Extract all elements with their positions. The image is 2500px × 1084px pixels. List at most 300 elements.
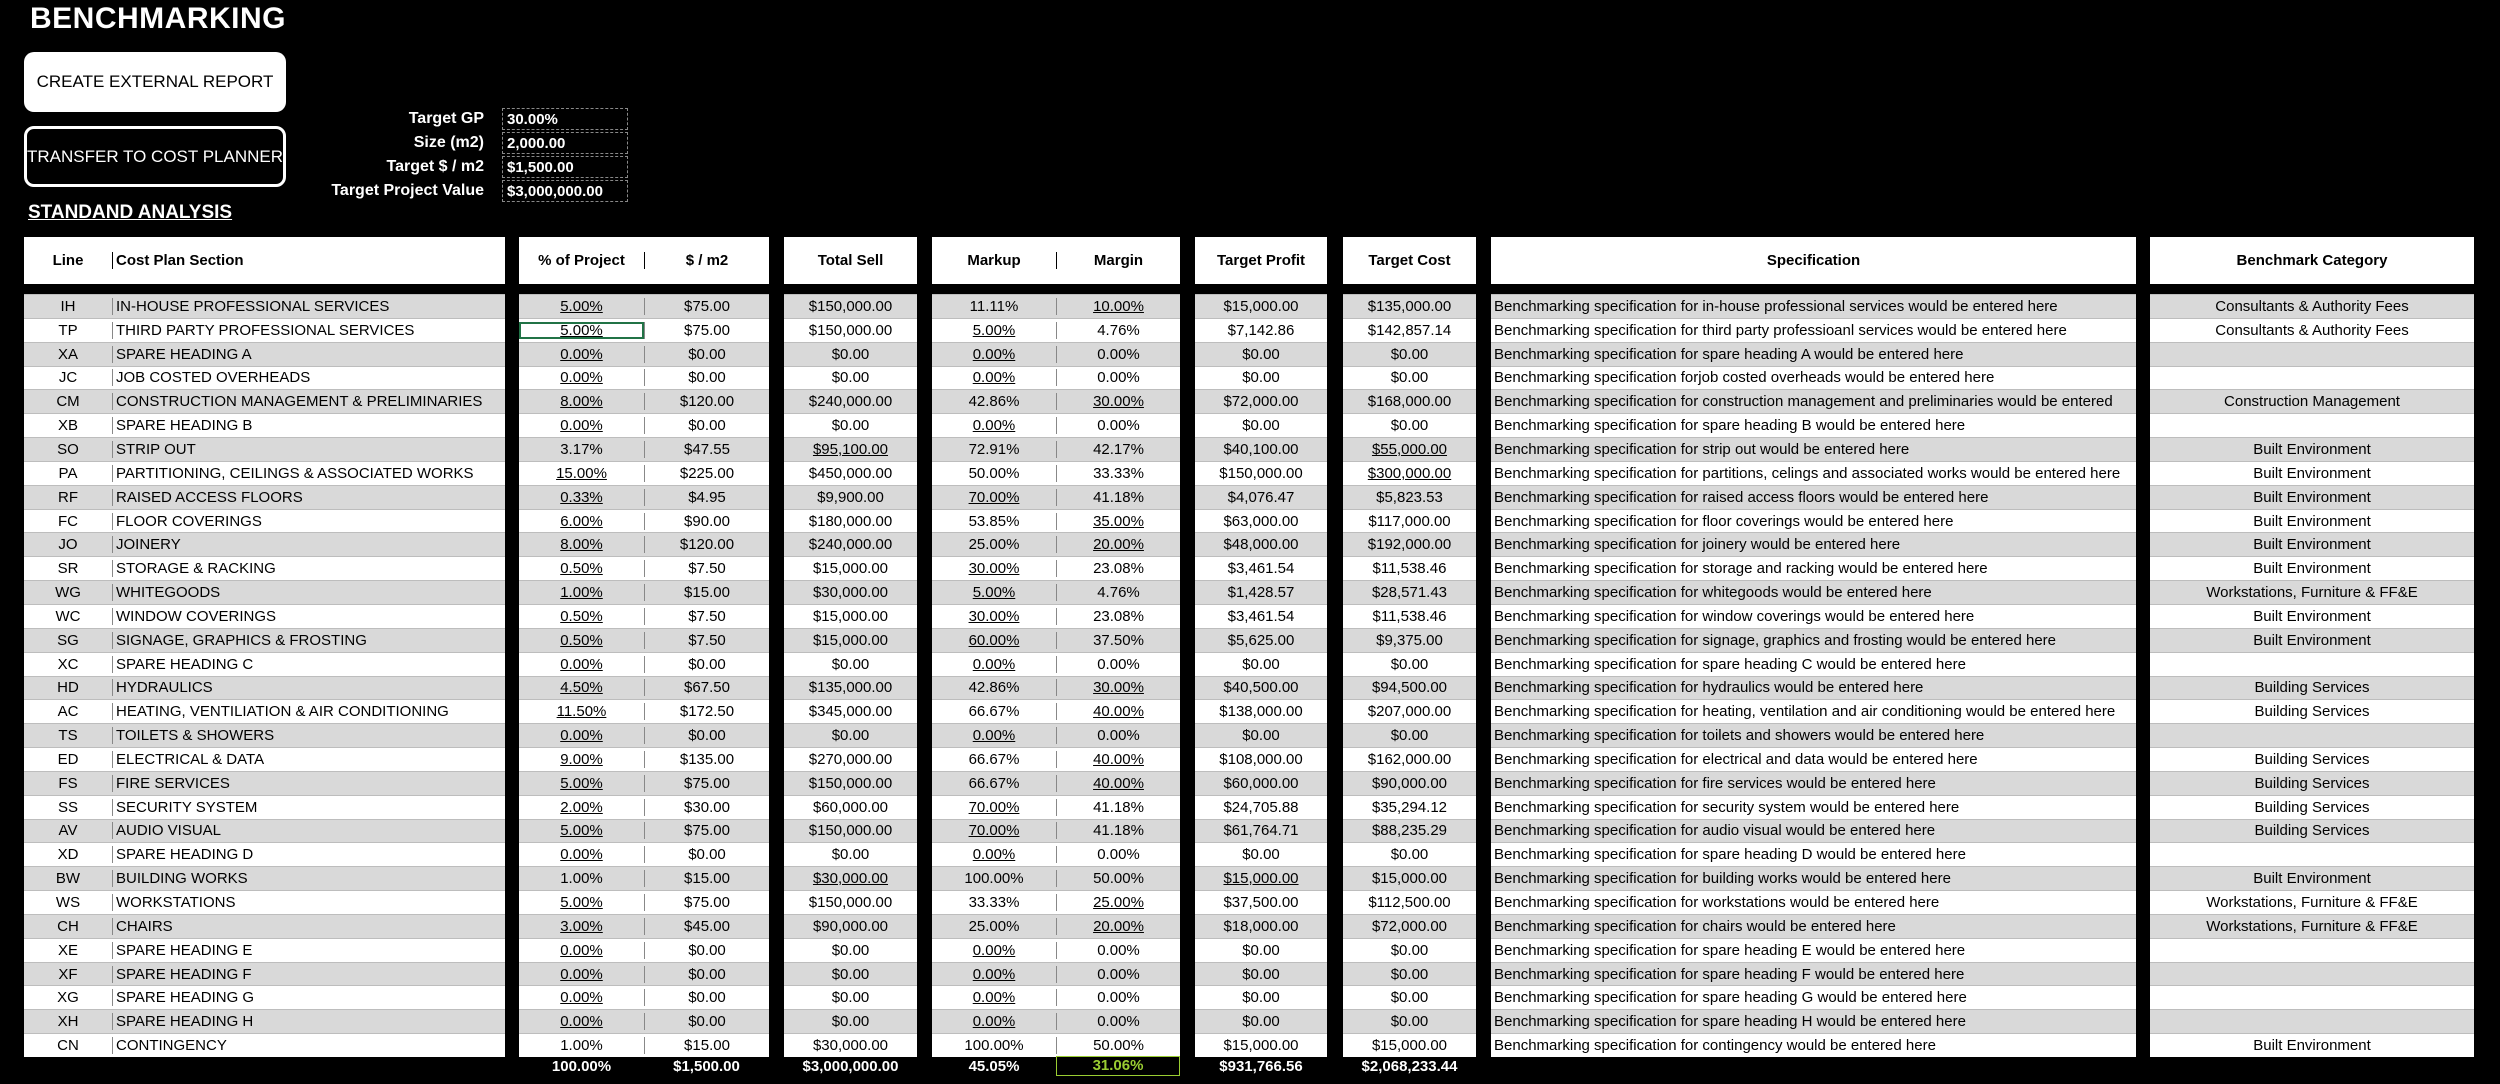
cell-markup[interactable]: 42.86% xyxy=(968,393,1020,411)
cell-pct[interactable]: 0.50% xyxy=(560,560,603,578)
cell-total-sell[interactable]: $0.00 xyxy=(831,1013,870,1031)
cell-benchmark-category[interactable]: Building Services xyxy=(2254,774,2370,792)
cell-margin[interactable]: 0.00% xyxy=(1056,989,1180,1006)
cell-target-cost[interactable]: $0.00 xyxy=(1390,655,1429,673)
cell-pct[interactable]: 5.00% xyxy=(560,297,603,315)
cell-benchmark-category[interactable]: Built Environment xyxy=(2253,607,2371,625)
cell-line[interactable]: XD xyxy=(57,846,79,864)
cell-section[interactable]: SPARE HEADING G xyxy=(112,989,505,1006)
cell-margin[interactable]: 0.00% xyxy=(1056,966,1180,983)
cell-per-m2[interactable]: $67.50 xyxy=(644,679,769,696)
cell-markup[interactable]: 30.00% xyxy=(968,607,1020,625)
cell-pct[interactable]: 8.00% xyxy=(560,536,603,554)
cell-target-cost[interactable]: $15,000.00 xyxy=(1371,870,1448,888)
create-external-report-button[interactable]: CREATE EXTERNAL REPORT xyxy=(24,52,286,112)
cell-pct[interactable]: 0.00% xyxy=(560,727,603,745)
cell-target-profit[interactable]: $5,625.00 xyxy=(1227,631,1295,649)
cell-specification[interactable]: Benchmarking specification for building works would be entered here xyxy=(1494,870,1951,888)
cell-target-cost[interactable]: $0.00 xyxy=(1390,846,1429,864)
cell-markup[interactable]: 0.00% xyxy=(972,369,1016,387)
cell-target-profit[interactable]: $61,764.71 xyxy=(1223,822,1299,840)
cell-target-cost[interactable]: $0.00 xyxy=(1390,941,1429,959)
cell-line[interactable]: AC xyxy=(57,703,79,721)
cell-line[interactable]: HD xyxy=(57,679,79,697)
cell-target-profit[interactable]: $0.00 xyxy=(1242,965,1280,983)
cell-markup[interactable]: 0.00% xyxy=(972,727,1016,745)
cell-margin[interactable]: 20.00% xyxy=(1056,536,1180,553)
cell-specification[interactable]: Benchmarking specification for floor coverings would be entered here xyxy=(1494,512,1954,530)
cell-per-m2[interactable]: $120.00 xyxy=(644,393,769,410)
cell-margin[interactable]: 0.00% xyxy=(1056,846,1180,863)
param-value-target-project-value[interactable]: $3,000,000.00 xyxy=(502,180,628,202)
cell-per-m2[interactable]: $15.00 xyxy=(644,584,769,601)
cell-pct[interactable]: 0.00% xyxy=(560,417,603,435)
cell-margin[interactable]: 0.00% xyxy=(1056,1013,1180,1030)
cell-markup[interactable]: 42.86% xyxy=(968,679,1020,697)
cell-per-m2[interactable]: $0.00 xyxy=(644,942,769,959)
cell-specification[interactable]: Benchmarking specification for electrical and data would be entered here xyxy=(1494,750,1978,768)
cell-line[interactable]: BW xyxy=(55,870,81,888)
cell-pct[interactable]: 5.00% xyxy=(560,774,603,792)
cell-specification[interactable]: Benchmarking specification for spare heading D would be entered here xyxy=(1494,846,1966,864)
cell-target-profit[interactable]: $48,000.00 xyxy=(1223,536,1299,554)
cell-section[interactable]: BUILDING WORKS xyxy=(112,870,505,887)
cell-per-m2[interactable]: $0.00 xyxy=(644,369,769,386)
cell-section[interactable]: FIRE SERVICES xyxy=(112,775,505,792)
cell-section[interactable]: ELECTRICAL & DATA xyxy=(112,751,505,768)
cell-target-cost[interactable]: $117,000.00 xyxy=(1368,512,1451,530)
cell-per-m2[interactable]: $120.00 xyxy=(644,536,769,553)
cell-margin[interactable]: 0.00% xyxy=(1056,656,1180,673)
cell-margin[interactable]: 42.17% xyxy=(1056,441,1180,458)
cell-benchmark-category[interactable]: Built Environment xyxy=(2253,631,2371,649)
cell-markup[interactable]: 33.33% xyxy=(968,894,1020,912)
cell-margin[interactable]: 41.18% xyxy=(1056,489,1180,506)
cell-pct[interactable]: 0.00% xyxy=(560,345,603,363)
cell-target-profit[interactable]: $24,705.88 xyxy=(1223,798,1299,816)
cell-pct[interactable]: 4.50% xyxy=(560,679,603,697)
cell-markup[interactable]: 100.00% xyxy=(964,870,1024,888)
cell-benchmark-category[interactable]: Built Environment xyxy=(2253,440,2371,458)
cell-specification[interactable]: Benchmarking specification for fire services would be entered here xyxy=(1494,774,1936,792)
cell-total-sell[interactable]: $15,000.00 xyxy=(812,560,889,578)
cell-section[interactable]: PARTITIONING, CEILINGS & ASSOCIATED WORKS xyxy=(112,465,505,482)
cell-target-cost[interactable]: $300,000.00 xyxy=(1367,464,1452,482)
cell-target-profit[interactable]: $0.00 xyxy=(1242,727,1280,745)
cell-section[interactable]: JOINERY xyxy=(112,536,505,553)
cell-target-cost[interactable]: $168,000.00 xyxy=(1367,393,1452,411)
cell-total-sell[interactable]: $450,000.00 xyxy=(808,464,893,482)
cell-markup[interactable]: 100.00% xyxy=(964,1037,1024,1055)
cell-target-cost[interactable]: $0.00 xyxy=(1390,989,1429,1007)
cell-line[interactable]: XB xyxy=(57,417,78,435)
cell-benchmark-category[interactable]: Construction Management xyxy=(2224,393,2400,411)
cell-total-sell[interactable]: $345,000.00 xyxy=(808,703,893,721)
cell-margin[interactable]: 50.00% xyxy=(1056,870,1180,887)
cell-margin[interactable]: 50.00% xyxy=(1056,1037,1180,1054)
cell-per-m2[interactable]: $30.00 xyxy=(644,799,769,816)
cell-target-profit[interactable]: $37,500.00 xyxy=(1223,894,1299,912)
cell-line[interactable]: XG xyxy=(57,989,79,1007)
cell-line[interactable]: SG xyxy=(57,631,79,649)
cell-pct[interactable]: 0.00% xyxy=(560,989,603,1007)
cell-target-cost[interactable]: $94,500.00 xyxy=(1371,679,1448,697)
cell-total-sell[interactable]: $150,000.00 xyxy=(808,894,893,912)
cell-line[interactable]: SO xyxy=(57,440,79,458)
cell-line[interactable]: FS xyxy=(58,774,78,792)
cell-markup[interactable]: 50.00% xyxy=(968,464,1020,482)
cell-target-cost[interactable]: $90,000.00 xyxy=(1371,774,1448,792)
cell-line[interactable]: WG xyxy=(55,584,81,602)
cell-section[interactable]: WORKSTATIONS xyxy=(112,894,505,911)
cell-margin[interactable]: 25.00% xyxy=(1056,894,1180,911)
cell-margin[interactable]: 33.33% xyxy=(1056,465,1180,482)
cell-per-m2[interactable]: $0.00 xyxy=(644,966,769,983)
cell-per-m2[interactable]: $0.00 xyxy=(644,989,769,1006)
cell-line[interactable]: SR xyxy=(57,560,79,578)
cell-section[interactable]: CONTINGENCY xyxy=(112,1037,505,1054)
cell-specification[interactable]: Benchmarking specification for spare heading C would be entered here xyxy=(1494,655,1966,673)
cell-target-cost[interactable]: $0.00 xyxy=(1390,1013,1429,1031)
cell-target-cost[interactable]: $5,823.53 xyxy=(1376,488,1443,506)
cell-section[interactable]: SPARE HEADING D xyxy=(112,846,505,863)
cell-target-cost[interactable]: $55,000.00 xyxy=(1371,440,1448,458)
cell-total-sell[interactable]: $240,000.00 xyxy=(808,393,893,411)
cell-margin[interactable]: 10.00% xyxy=(1056,298,1180,315)
cell-specification[interactable]: Benchmarking specification for spare heading G would be entered here xyxy=(1494,989,1967,1007)
cell-specification[interactable]: Benchmarking specification for whitegoods would be entered here xyxy=(1494,584,1932,602)
cell-specification[interactable]: Benchmarking specification for spare heading H would be entered here xyxy=(1494,1013,1966,1031)
cell-benchmark-category[interactable]: Consultants & Authority Fees xyxy=(2215,297,2409,315)
cell-benchmark-category[interactable]: Building Services xyxy=(2254,822,2370,840)
cell-total-sell[interactable]: $15,000.00 xyxy=(812,631,889,649)
cell-pct[interactable]: 5.00% xyxy=(560,894,603,912)
cell-per-m2[interactable]: $75.00 xyxy=(644,822,769,839)
cell-pct[interactable]: 0.00% xyxy=(560,965,603,983)
cell-markup[interactable]: 0.00% xyxy=(972,989,1016,1007)
cell-section[interactable]: HEATING, VENTILIATION & AIR CONDITIONING xyxy=(112,703,505,720)
cell-total-sell[interactable]: $150,000.00 xyxy=(808,774,893,792)
cell-pct[interactable]: 2.00% xyxy=(560,798,603,816)
cell-target-cost[interactable]: $0.00 xyxy=(1390,369,1429,387)
cell-benchmark-category[interactable]: Building Services xyxy=(2254,703,2370,721)
cell-per-m2[interactable]: $0.00 xyxy=(644,656,769,673)
cell-markup[interactable]: 25.00% xyxy=(968,536,1020,554)
cell-margin[interactable]: 40.00% xyxy=(1056,775,1180,792)
cell-section[interactable]: SPARE HEADING C xyxy=(112,656,505,673)
cell-line[interactable]: TS xyxy=(58,727,78,745)
cell-total-sell[interactable]: $150,000.00 xyxy=(808,321,893,339)
cell-margin[interactable]: 0.00% xyxy=(1056,346,1180,363)
cell-markup[interactable]: 70.00% xyxy=(968,822,1020,840)
cell-section[interactable]: THIRD PARTY PROFESSIONAL SERVICES xyxy=(112,322,505,339)
cell-specification[interactable]: Benchmarking specification for spare heading A would be entered here xyxy=(1494,345,1964,363)
cell-target-profit[interactable]: $0.00 xyxy=(1242,941,1280,959)
cell-pct[interactable]: 1.00% xyxy=(560,1037,603,1055)
cell-specification[interactable]: Benchmarking specification for signage, graphics and frosting would be entered here xyxy=(1494,631,2057,649)
cell-total-sell[interactable]: $0.00 xyxy=(831,417,870,435)
cell-per-m2[interactable]: $75.00 xyxy=(644,894,769,911)
cell-target-cost[interactable]: $9,375.00 xyxy=(1376,631,1443,649)
cell-benchmark-category[interactable]: Built Environment xyxy=(2253,870,2371,888)
cell-total-sell[interactable]: $0.00 xyxy=(831,345,870,363)
cell-margin[interactable]: 40.00% xyxy=(1056,751,1180,768)
cell-section[interactable]: WHITEGOODS xyxy=(112,584,505,601)
cell-per-m2[interactable]: $0.00 xyxy=(644,846,769,863)
cell-benchmark-category[interactable]: Workstations, Furniture & FF&E xyxy=(2206,894,2418,912)
cell-margin[interactable]: 35.00% xyxy=(1056,513,1180,530)
cell-target-cost[interactable]: $192,000.00 xyxy=(1367,536,1452,554)
cell-section[interactable]: SPARE HEADING A xyxy=(112,346,505,363)
cell-section[interactable]: SPARE HEADING F xyxy=(112,966,505,983)
cell-section[interactable]: JOB COSTED OVERHEADS xyxy=(112,369,505,386)
cell-target-cost[interactable]: $162,000.00 xyxy=(1367,750,1452,768)
cell-markup[interactable]: 66.67% xyxy=(968,750,1020,768)
cell-total-sell[interactable]: $135,000.00 xyxy=(808,679,893,697)
cell-total-sell[interactable]: $30,000.00 xyxy=(812,584,889,602)
cell-margin[interactable]: 4.76% xyxy=(1056,322,1180,339)
cell-pct[interactable]: 3.17% xyxy=(560,440,603,458)
cell-benchmark-category[interactable]: Built Environment xyxy=(2253,536,2371,554)
cell-target-cost[interactable]: $35,294.12 xyxy=(1371,798,1448,816)
cell-section[interactable]: RAISED ACCESS FLOORS xyxy=(112,489,505,506)
cell-markup[interactable]: 0.00% xyxy=(972,1013,1016,1031)
cell-pct[interactable]: 6.00% xyxy=(560,512,603,530)
cell-margin[interactable]: 23.08% xyxy=(1056,560,1180,577)
cell-per-m2[interactable]: $75.00 xyxy=(644,775,769,792)
cell-total-sell[interactable]: $0.00 xyxy=(831,846,870,864)
cell-target-profit[interactable]: $4,076.47 xyxy=(1227,488,1295,506)
cell-target-cost[interactable]: $11,538.46 xyxy=(1372,560,1447,578)
cell-total-sell[interactable]: $30,000.00 xyxy=(812,1037,889,1055)
cell-total-sell[interactable]: $0.00 xyxy=(831,989,870,1007)
cell-benchmark-category[interactable]: Building Services xyxy=(2254,750,2370,768)
cell-target-profit[interactable]: $15,000.00 xyxy=(1223,870,1299,888)
cell-section[interactable]: SPARE HEADING H xyxy=(112,1013,505,1030)
cell-target-profit[interactable]: $40,500.00 xyxy=(1223,679,1299,697)
cell-total-sell[interactable]: $90,000.00 xyxy=(812,917,889,935)
cell-target-profit[interactable]: $0.00 xyxy=(1242,345,1280,363)
cell-benchmark-category[interactable]: Built Environment xyxy=(2253,1037,2371,1055)
param-value-target-gp[interactable]: 30.00% xyxy=(502,108,628,130)
cell-per-m2[interactable]: $90.00 xyxy=(644,513,769,530)
cell-total-sell[interactable]: $0.00 xyxy=(831,965,870,983)
cell-specification[interactable]: Benchmarking specification for strip out would be entered here xyxy=(1494,440,1910,458)
cell-markup[interactable]: 66.67% xyxy=(968,703,1020,721)
cell-margin[interactable]: 0.00% xyxy=(1056,942,1180,959)
cell-pct[interactable]: 3.00% xyxy=(560,917,603,935)
cell-benchmark-category[interactable]: Building Services xyxy=(2254,798,2370,816)
cell-benchmark-category[interactable]: Built Environment xyxy=(2253,512,2371,530)
cell-pct[interactable]: 0.00% xyxy=(560,369,603,387)
cell-per-m2[interactable]: $172.50 xyxy=(644,703,769,720)
cell-specification[interactable]: Benchmarking specification for in-house professional services would be entered here xyxy=(1494,297,2058,315)
cell-pct[interactable]: 11.50% xyxy=(556,703,607,721)
cell-margin[interactable]: 0.00% xyxy=(1056,727,1180,744)
cell-markup[interactable]: 25.00% xyxy=(968,917,1020,935)
cell-target-cost[interactable]: $0.00 xyxy=(1390,417,1429,435)
cell-specification[interactable]: Benchmarking specification for joinery would be entered here xyxy=(1494,536,1901,554)
cell-line[interactable]: XF xyxy=(58,965,78,983)
cell-section[interactable]: SECURITY SYSTEM xyxy=(112,799,505,816)
cell-per-m2[interactable]: $7.50 xyxy=(644,632,769,649)
cell-markup[interactable]: 11.11% xyxy=(969,297,1019,315)
cell-line[interactable]: WS xyxy=(55,894,81,912)
cell-margin[interactable]: 20.00% xyxy=(1056,918,1180,935)
cell-per-m2[interactable]: $0.00 xyxy=(644,1013,769,1030)
cell-total-sell[interactable]: $9,900.00 xyxy=(817,488,884,506)
cell-target-profit[interactable]: $108,000.00 xyxy=(1219,750,1303,768)
cell-line[interactable]: ED xyxy=(57,750,79,768)
cell-per-m2[interactable]: $225.00 xyxy=(644,465,769,482)
cell-target-profit[interactable]: $138,000.00 xyxy=(1219,703,1303,721)
cell-target-cost[interactable]: $0.00 xyxy=(1390,965,1429,983)
cell-pct[interactable]: 0.00% xyxy=(560,1013,603,1031)
cell-total-sell[interactable]: $270,000.00 xyxy=(808,750,893,768)
cell-specification[interactable]: Benchmarking specification for toilets and showers would be entered here xyxy=(1494,727,1985,745)
cell-per-m2[interactable]: $45.00 xyxy=(644,918,769,935)
cell-line[interactable]: XA xyxy=(57,345,78,363)
cell-per-m2[interactable]: $0.00 xyxy=(644,417,769,434)
cell-total-sell[interactable]: $0.00 xyxy=(831,727,870,745)
cell-markup[interactable]: 60.00% xyxy=(968,631,1020,649)
cell-specification[interactable]: Benchmarking specification forjob costed overheads would be entered here xyxy=(1494,369,1995,387)
cell-target-cost[interactable]: $0.00 xyxy=(1390,727,1429,745)
cell-specification[interactable]: Benchmarking specification for storage and racking would be entered here xyxy=(1494,560,1988,578)
cell-target-cost[interactable]: $28,571.43 xyxy=(1371,584,1448,602)
cell-target-profit[interactable]: $72,000.00 xyxy=(1223,393,1299,411)
cell-margin[interactable]: 41.18% xyxy=(1056,822,1180,839)
cell-target-profit[interactable]: $3,461.54 xyxy=(1227,560,1295,578)
cell-section[interactable]: AUDIO VISUAL xyxy=(112,822,505,839)
cell-target-profit[interactable]: $0.00 xyxy=(1242,417,1280,435)
transfer-to-cost-planner-button[interactable]: TRANSFER TO COST PLANNER xyxy=(24,126,286,187)
cell-pct[interactable]: 0.50% xyxy=(560,607,603,625)
cell-markup[interactable]: 0.00% xyxy=(972,345,1016,363)
cell-markup[interactable]: 72.91% xyxy=(968,440,1020,458)
cell-benchmark-category[interactable]: Built Environment xyxy=(2253,560,2371,578)
cell-markup[interactable]: 70.00% xyxy=(968,798,1020,816)
cell-specification[interactable]: Benchmarking specification for window coverings would be entered here xyxy=(1494,607,1975,625)
cell-section[interactable]: SPARE HEADING B xyxy=(112,417,505,434)
cell-markup[interactable]: 5.00% xyxy=(972,584,1016,602)
cell-target-cost[interactable]: $0.00 xyxy=(1390,345,1429,363)
cell-line[interactable]: IH xyxy=(60,297,76,315)
cell-target-cost[interactable]: $135,000.00 xyxy=(1367,297,1452,315)
cell-markup[interactable]: 0.00% xyxy=(972,417,1016,435)
cell-benchmark-category[interactable]: Built Environment xyxy=(2253,488,2371,506)
cell-total-sell[interactable]: $180,000.00 xyxy=(808,512,893,530)
cell-pct[interactable]: 5.00% xyxy=(519,322,644,339)
cell-total-sell[interactable]: $95,100.00 xyxy=(812,440,889,458)
cell-markup[interactable]: 30.00% xyxy=(968,560,1020,578)
cell-line[interactable]: CM xyxy=(56,393,80,411)
cell-target-profit[interactable]: $18,000.00 xyxy=(1223,917,1299,935)
cell-target-cost[interactable]: $142,857.14 xyxy=(1367,321,1452,339)
cell-section[interactable]: CONSTRUCTION MANAGEMENT & PRELIMINARIES xyxy=(112,393,505,410)
cell-target-cost[interactable]: $72,000.00 xyxy=(1371,917,1448,935)
cell-target-profit[interactable]: $0.00 xyxy=(1242,1013,1280,1031)
cell-markup[interactable]: 0.00% xyxy=(972,655,1016,673)
cell-target-profit[interactable]: $40,100.00 xyxy=(1223,440,1299,458)
cell-section[interactable]: SPARE HEADING E xyxy=(112,942,505,959)
cell-target-profit[interactable]: $0.00 xyxy=(1242,369,1280,387)
cell-margin[interactable]: 37.50% xyxy=(1056,632,1180,649)
cell-pct[interactable]: 0.50% xyxy=(560,631,603,649)
cell-line[interactable]: RF xyxy=(58,488,78,506)
cell-margin[interactable]: 23.08% xyxy=(1056,608,1180,625)
cell-line[interactable]: XH xyxy=(57,1013,79,1031)
cell-target-profit[interactable]: $0.00 xyxy=(1242,989,1280,1007)
cell-pct[interactable]: 5.00% xyxy=(560,822,603,840)
cell-target-profit[interactable]: $15,000.00 xyxy=(1223,1037,1299,1055)
cell-margin[interactable]: 30.00% xyxy=(1056,393,1180,410)
cell-section[interactable]: TOILETS & SHOWERS xyxy=(112,727,505,744)
cell-target-cost[interactable]: $88,235.29 xyxy=(1371,822,1448,840)
cell-total-sell[interactable]: $30,000.00 xyxy=(812,870,889,888)
cell-per-m2[interactable]: $7.50 xyxy=(644,560,769,577)
cell-pct[interactable]: 8.00% xyxy=(560,393,603,411)
cell-markup[interactable]: 0.00% xyxy=(972,941,1016,959)
cell-line[interactable]: JO xyxy=(58,536,78,554)
cell-margin[interactable]: 40.00% xyxy=(1056,703,1180,720)
cell-pct[interactable]: 9.00% xyxy=(560,750,603,768)
cell-benchmark-category[interactable]: Consultants & Authority Fees xyxy=(2215,321,2409,339)
cell-specification[interactable]: Benchmarking specification for spare heading E would be entered here xyxy=(1494,941,1966,959)
cell-target-profit[interactable]: $15,000.00 xyxy=(1223,297,1299,315)
cell-per-m2[interactable]: $0.00 xyxy=(644,346,769,363)
cell-target-profit[interactable]: $60,000.00 xyxy=(1223,774,1299,792)
cell-section[interactable]: STRIP OUT xyxy=(112,441,505,458)
cell-line[interactable]: CH xyxy=(57,917,79,935)
cell-section[interactable]: IN-HOUSE PROFESSIONAL SERVICES xyxy=(112,298,505,315)
cell-markup[interactable]: 0.00% xyxy=(972,846,1016,864)
cell-section[interactable]: HYDRAULICS xyxy=(112,679,505,696)
cell-pct[interactable]: 1.00% xyxy=(560,870,603,888)
cell-line[interactable]: XE xyxy=(57,941,78,959)
cell-specification[interactable]: Benchmarking specification for third party professioanl services would be entered here xyxy=(1494,321,2067,339)
cell-margin[interactable]: 41.18% xyxy=(1056,799,1180,816)
cell-benchmark-category[interactable]: Built Environment xyxy=(2253,464,2371,482)
cell-section[interactable]: SIGNAGE, GRAPHICS & FROSTING xyxy=(112,632,505,649)
cell-specification[interactable]: Benchmarking specification for hydraulics would be entered here xyxy=(1494,679,1924,697)
cell-per-m2[interactable]: $15.00 xyxy=(644,1037,769,1054)
cell-per-m2[interactable]: $75.00 xyxy=(644,298,769,315)
cell-line[interactable]: CN xyxy=(57,1037,79,1055)
cell-line[interactable]: FC xyxy=(58,512,78,530)
cell-target-cost[interactable]: $15,000.00 xyxy=(1371,1037,1448,1055)
cell-line[interactable]: TP xyxy=(58,321,78,339)
cell-total-sell[interactable]: $0.00 xyxy=(831,369,870,387)
cell-line[interactable]: WC xyxy=(55,607,81,625)
cell-per-m2[interactable]: $135.00 xyxy=(644,751,769,768)
cell-line[interactable]: SS xyxy=(57,798,78,816)
cell-target-profit[interactable]: $3,461.54 xyxy=(1227,607,1295,625)
cell-section[interactable]: CHAIRS xyxy=(112,918,505,935)
cell-section[interactable]: WINDOW COVERINGS xyxy=(112,608,505,625)
cell-target-profit[interactable]: $63,000.00 xyxy=(1223,512,1299,530)
cell-specification[interactable]: Benchmarking specification for security system would be entered here xyxy=(1494,798,1960,816)
cell-specification[interactable]: Benchmarking specification for contingency would be entered here xyxy=(1494,1037,1936,1055)
cell-total-sell[interactable]: $240,000.00 xyxy=(808,536,893,554)
cell-total-sell[interactable]: $60,000.00 xyxy=(812,798,889,816)
cell-margin[interactable]: 4.76% xyxy=(1056,584,1180,601)
cell-line[interactable]: AV xyxy=(58,822,78,840)
cell-target-profit[interactable]: $0.00 xyxy=(1242,846,1280,864)
cell-target-cost[interactable]: $112,500.00 xyxy=(1368,894,1451,912)
cell-target-profit[interactable]: $0.00 xyxy=(1242,655,1280,673)
cell-benchmark-category[interactable]: Workstations, Furniture & FF&E xyxy=(2206,917,2418,935)
